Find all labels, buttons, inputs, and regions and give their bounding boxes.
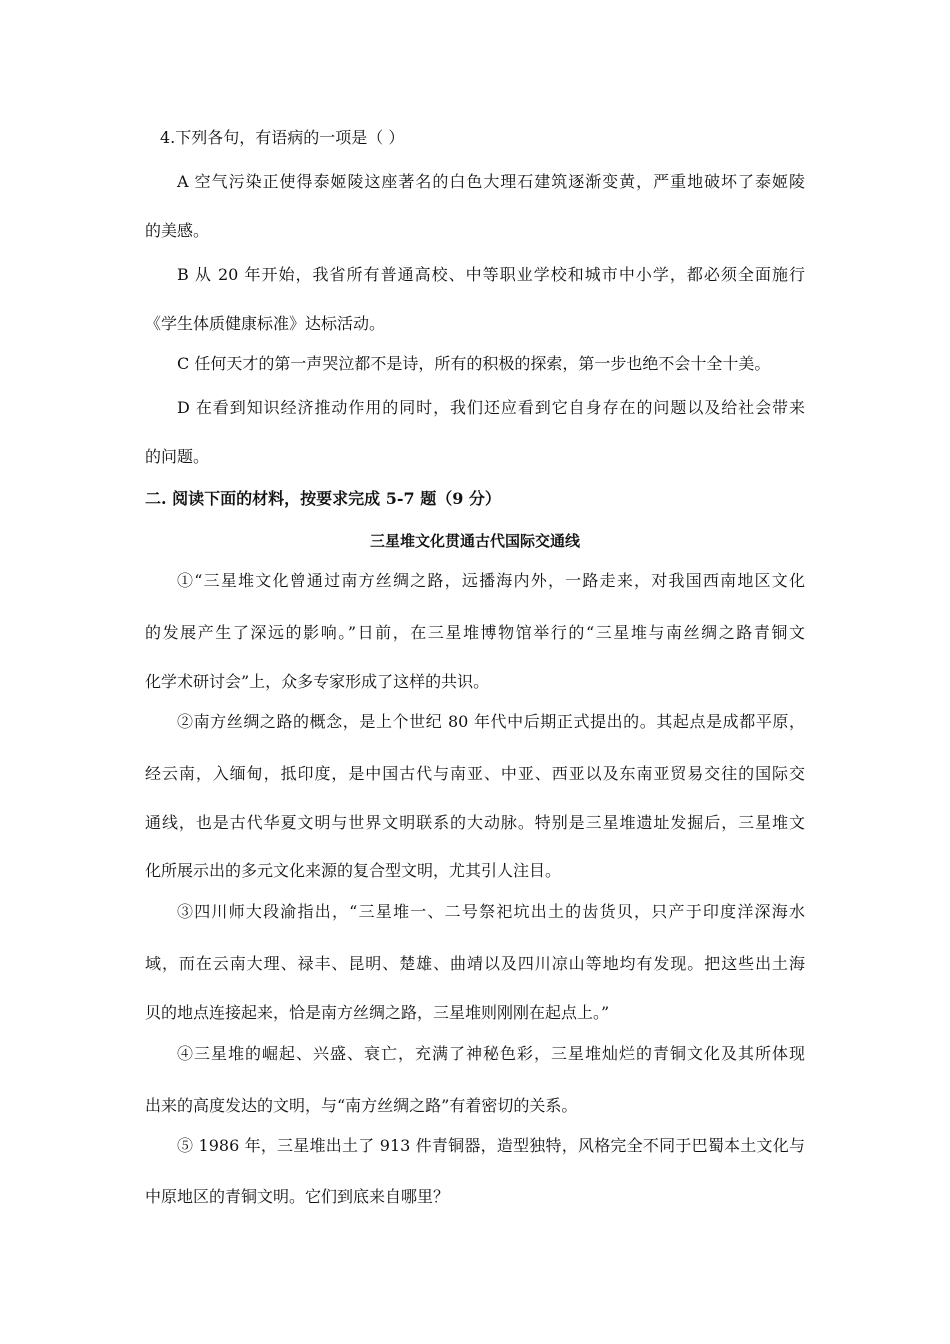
paragraph-3-line2: 域，而在云南大理、禄丰、昆明、楚雄、曲靖以及四川凉山等地均有发现。把这些出土海	[145, 954, 805, 973]
option-d-line2: 的问题。	[145, 447, 210, 466]
paragraph-3-line1: ③四川师大段渝指出，“三星堆一、二号祭祀坑出土的齿货贝，只产于印度洋深海水	[177, 902, 805, 921]
paragraph-5-line2: 中原地区的青铜文明。它们到底来自哪里？	[145, 1187, 450, 1206]
option-a-line2: 的美感。	[145, 221, 210, 240]
section-2-heading: 二. 阅读下面的材料，按要求完成 5-7 题（9 分）	[145, 489, 501, 508]
paragraph-2-line1: ②南方丝绸之路的概念，是上个世纪 80 年代中后期正式提出的。其起点是成都平原，	[177, 712, 805, 731]
paragraph-1-line3: 化学术研讨会”上，众多专家形成了这样的共识。	[145, 672, 490, 691]
paragraph-1-line1: ①“三星堆文化曾通过南方丝绸之路，远播海内外，一路走来，对我国西南地区文化	[177, 571, 805, 590]
paragraph-1-line2: 的发展产生了深远的影响。”日前，在三星堆博物馆举行的“三星堆与南丝绸之路青铜文	[145, 623, 805, 642]
option-b-line1: B 从 20 年开始，我省所有普通高校、中等职业学校和城市中小学，都必须全面施行	[177, 265, 805, 284]
option-d-line1: D 在看到知识经济推动作用的同时，我们还应看到它自身存在的问题以及给社会带来	[177, 398, 805, 417]
option-a-line1: A 空气污染正使得泰姬陵这座著名的白色大理石建筑逐渐变黄，严重地破坏了泰姬陵	[177, 172, 805, 191]
question-4-stem: 4.下列各句，有语病的一项是（ ）	[160, 128, 405, 147]
paragraph-2-line3: 通线，也是古代华夏文明与世界文明联系的大动脉。特别是三星堆遗址发掘后，三星堆文	[145, 813, 805, 832]
paragraph-3-line3: 贝的地点连接起来，恰是南方丝绸之路，三星堆则刚刚在起点上。”	[145, 1003, 610, 1022]
paragraph-4-line2: 出来的高度发达的文明，与“南方丝绸之路”有着密切的关系。	[145, 1096, 578, 1115]
paragraph-2-line4: 化所展示出的多元文化来源的复合型文明，尤其引人注目。	[145, 861, 562, 880]
option-b-line2: 《学生体质健康标准》达标活动。	[145, 314, 386, 333]
paragraph-4-line1: ④三星堆的崛起、兴盛、衰亡，充满了神秘色彩，三星堆灿烂的青铜文化及其所体现	[177, 1044, 805, 1063]
article-title: 三星堆文化贯通古代国际交通线	[369, 532, 580, 550]
option-c-line1: C 任何天才的第一声哭泣都不是诗，所有的积极的探索，第一步也绝不会十全十美。	[177, 354, 771, 373]
paragraph-2-line2: 经云南，入缅甸，抵印度，是中国古代与南亚、中亚、西亚以及东南亚贸易交往的国际交	[145, 764, 805, 783]
paragraph-5-line1: ⑤ 1986 年，三星堆出土了 913 件青铜器，造型独特，风格完全不同于巴蜀本土文化与	[177, 1136, 805, 1155]
